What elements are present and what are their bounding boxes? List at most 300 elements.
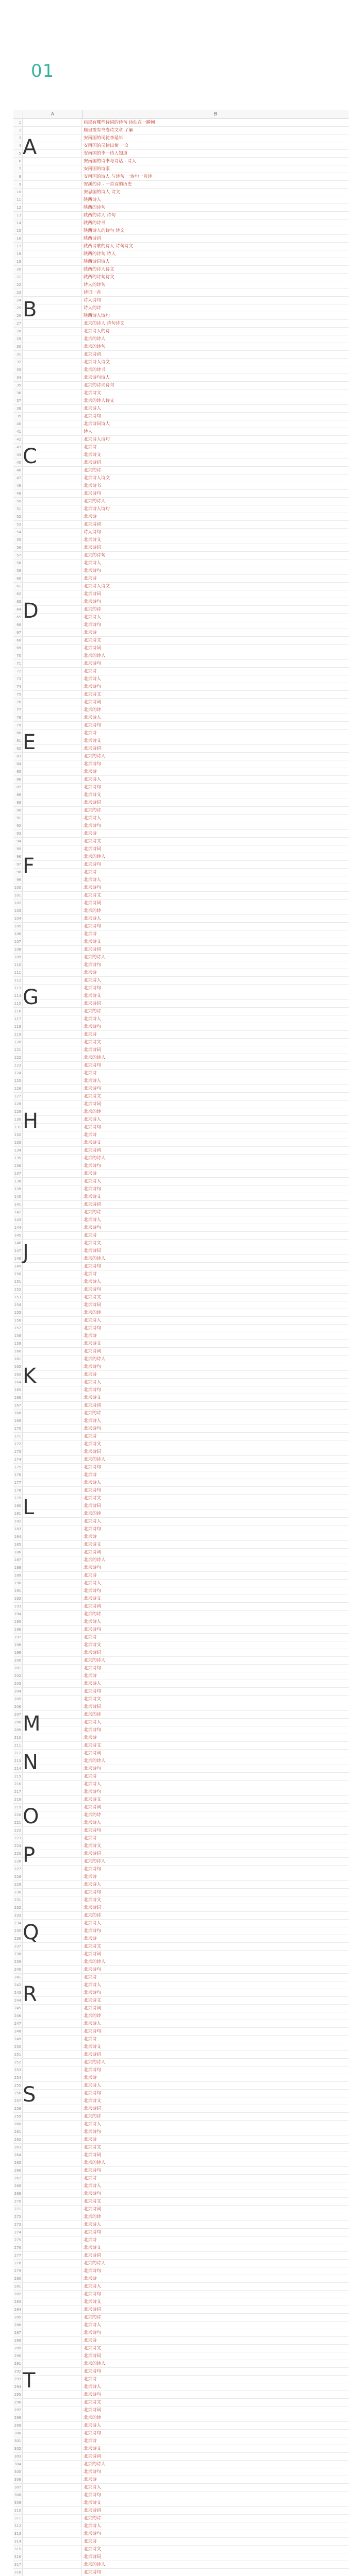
cell-b[interactable]: 诗人的诗句 [84,282,106,287]
cell-a[interactable] [23,2221,82,2228]
row-number[interactable]: 90 [13,807,23,814]
cell-a[interactable] [23,1958,82,1965]
cell-a[interactable] [23,745,82,752]
cell-b[interactable]: 北京诗词 [84,1851,102,1856]
cell-b[interactable]: 陕西诗词 [84,236,102,241]
cell-a[interactable] [23,1379,82,1386]
cell-a[interactable] [23,645,82,652]
row-number[interactable]: 104 [13,915,23,922]
cell-b[interactable]: 北京诗句 [84,1163,102,1168]
cell-b[interactable]: 安思国的诗人 诗文 [84,190,120,195]
cell-b[interactable]: 北京诗人 [84,615,102,620]
cell-b[interactable]: 北京诗句 [84,2292,102,2297]
cell-b[interactable]: 北京诗人 [84,877,102,883]
cell-b[interactable]: 诗人 [84,429,93,434]
cell-b[interactable]: 北京诗人 [84,1519,102,1524]
cell-b[interactable]: 北京诗人 [84,1016,102,1022]
cell-b[interactable]: 北京诗 [84,2037,97,2042]
row-number[interactable]: 198 [13,1641,23,1649]
row-number[interactable]: 290 [13,2352,23,2360]
cell-b[interactable]: 北京诗人诗文 [84,476,110,481]
row-number[interactable]: 204 [13,1688,23,1695]
cell-a[interactable] [23,1765,82,1772]
row-number[interactable]: 87 [13,784,23,791]
row-number[interactable]: 193 [13,1603,23,1610]
row-number[interactable]: 121 [13,1046,23,1054]
row-number[interactable]: 53 [13,521,23,528]
cell-b[interactable]: 北京诗句 [84,2531,102,2536]
row-number[interactable]: 95 [13,845,23,853]
cell-a[interactable] [23,219,82,227]
cell-a[interactable] [23,1139,82,1146]
cell-a[interactable] [23,212,82,219]
cell-a[interactable] [23,135,82,159]
row-number[interactable]: 141 [13,1201,23,1208]
cell-a[interactable] [23,1595,82,1602]
row-number[interactable]: 280 [13,2275,23,2282]
row-number[interactable]: 255 [13,2082,23,2089]
cell-a[interactable] [23,181,82,188]
row-number[interactable]: 190 [13,1580,23,1587]
cell-a[interactable] [23,915,82,922]
row-number[interactable]: 304 [13,2461,23,2468]
cell-a[interactable] [23,1309,82,1316]
cell-b[interactable]: 北京诗人 [84,1318,102,1323]
cell-b[interactable]: 北京诗 [84,1534,97,1539]
row-number[interactable]: 81 [13,737,23,744]
row-number[interactable]: 301 [13,2437,23,2445]
row-number[interactable]: 113 [13,985,23,992]
cell-b[interactable]: 北京诗词 [84,2454,102,2459]
cell-b[interactable]: 北京诗 [84,514,97,519]
row-number[interactable]: 307 [13,2484,23,2491]
row-number[interactable]: 2 [13,127,23,134]
cell-b[interactable]: 北京诗句诗人 [84,375,110,380]
row-number[interactable]: 216 [13,1781,23,1788]
cell-b[interactable]: 北京诗 [84,1132,97,1138]
cell-b[interactable]: 北京诗句 [84,1024,102,1029]
cell-a[interactable] [23,258,82,265]
row-number[interactable]: 178 [13,1487,23,1494]
cell-a[interactable] [23,768,82,775]
cell-b[interactable]: 北京诗文 [84,1395,102,1400]
row-number[interactable]: 263 [13,2144,23,2151]
cell-b[interactable]: 北京诗词 [84,2106,102,2111]
cell-a[interactable] [23,266,82,273]
cell-b[interactable]: 北京诗人 [84,715,102,720]
cell-b[interactable]: 北京诗句 [84,1086,102,1091]
cell-a[interactable] [23,892,82,899]
cell-b[interactable]: 北京诗词 [84,1349,102,1354]
cell-a[interactable] [23,1386,82,1394]
cell-a[interactable] [23,1788,82,1795]
cell-a[interactable] [23,2476,82,2483]
row-number[interactable]: 136 [13,1162,23,1170]
cell-b[interactable]: 北京诗句 [84,1967,102,1972]
cell-a[interactable] [23,621,82,629]
cell-a[interactable] [23,1185,82,1193]
cell-a[interactable] [23,969,82,976]
cell-b[interactable]: 北京的诗 [84,1511,102,1516]
row-number[interactable]: 246 [13,2012,23,2020]
cell-a[interactable] [23,815,82,822]
row-number[interactable]: 76 [13,699,23,706]
cell-b[interactable]: 北京诗人诗句 [84,506,110,512]
cell-a[interactable] [23,320,82,327]
cell-a[interactable] [23,428,82,435]
row-number[interactable]: 236 [13,1935,23,1942]
row-number[interactable]: 109 [13,954,23,961]
row-number[interactable]: 19 [13,258,23,265]
row-number[interactable]: 8 [13,173,23,180]
cell-a[interactable] [23,1109,82,1133]
cell-b[interactable]: 安南国的诗书与诗话 - 诗人 [84,159,136,164]
cell-b[interactable]: 北京诗人 [84,2384,102,2389]
row-number[interactable]: 29 [13,335,23,343]
cell-b[interactable]: 北京诗句 [84,568,102,573]
cell-a[interactable] [23,923,82,930]
row-number[interactable]: 34 [13,374,23,381]
row-number[interactable]: 298 [13,2414,23,2421]
row-number[interactable]: 293 [13,2376,23,2383]
cell-b[interactable]: 北京诗词 [84,1148,102,1153]
row-number[interactable]: 114 [13,992,23,999]
row-number[interactable]: 110 [13,961,23,969]
cell-b[interactable]: 北京诗文 [84,537,102,543]
cell-b[interactable]: 北京的诗人 [84,1055,106,1060]
row-number[interactable]: 75 [13,691,23,698]
cell-b[interactable]: 北京诗词 [84,2153,102,2158]
cell-b[interactable]: 陕西的诗人诗文 [84,267,114,272]
cell-a[interactable] [23,714,82,721]
cell-b[interactable]: 北京诗文 [84,2346,102,2351]
row-number[interactable]: 71 [13,660,23,667]
row-number[interactable]: 99 [13,876,23,884]
cell-b[interactable]: 北京诗句 [84,1387,102,1393]
cell-b[interactable]: 北京诗文 [84,1094,102,1099]
cell-b[interactable]: 北京的诗人 [84,754,106,759]
cell-a[interactable] [23,691,82,698]
row-number[interactable]: 182 [13,1518,23,1525]
cell-b[interactable]: 北京诗人 [84,1480,102,1485]
cell-b[interactable]: 北京诗人 [84,1117,102,1122]
row-number[interactable]: 177 [13,1479,23,1486]
cell-a[interactable] [23,683,82,690]
row-number[interactable]: 57 [13,552,23,559]
cell-b[interactable]: 北京诗句 [84,1364,102,1369]
cell-a[interactable] [23,1193,82,1200]
cell-b[interactable]: 北京诗词 [84,1503,102,1509]
row-number[interactable]: 186 [13,1549,23,1556]
cell-a[interactable] [23,150,82,157]
cell-b[interactable]: 北京诗词 [84,2508,102,2513]
cell-b[interactable]: 北京诗人的诗 [84,329,110,334]
row-number[interactable]: 317 [13,2561,23,2568]
row-number[interactable]: 129 [13,1108,23,1115]
cell-b[interactable]: 北京诗 [84,2438,97,2444]
cell-a[interactable] [23,2399,82,2406]
cell-b[interactable]: 安溪的诗 - 一首诗的历史 [84,182,132,187]
cell-b[interactable]: 北京诗文 [84,1295,102,1300]
cell-a[interactable] [23,2530,82,2537]
cell-a[interactable] [23,854,82,878]
row-number[interactable]: 315 [13,2546,23,2553]
row-number[interactable]: 142 [13,1209,23,1216]
cell-a[interactable] [23,1881,82,1888]
row-number[interactable]: 143 [13,1216,23,1224]
cell-a[interactable] [23,1364,82,1388]
row-number[interactable]: 208 [13,1719,23,1726]
cell-a[interactable] [23,706,82,714]
cell-b[interactable]: 北京诗人 [84,561,102,566]
cell-a[interactable] [23,876,82,884]
cell-a[interactable] [23,1487,82,1494]
cell-b[interactable]: 北京诗 [84,576,97,581]
cell-b[interactable]: 北京诗句 [84,2493,102,2498]
cell-a[interactable] [23,474,82,482]
row-number[interactable]: 245 [13,2005,23,2012]
cell-a[interactable] [23,822,82,829]
row-number[interactable]: 266 [13,2167,23,2174]
cell-b[interactable]: 北京诗词 [84,646,102,651]
cell-a[interactable] [23,1510,82,1517]
cell-b[interactable]: 北京的诗 [84,1913,102,1918]
row-number[interactable]: 196 [13,1626,23,1633]
cell-a[interactable] [23,1448,82,1455]
row-number[interactable]: 125 [13,1077,23,1084]
row-number[interactable]: 26 [13,312,23,319]
row-number[interactable]: 56 [13,544,23,551]
row-number[interactable]: 98 [13,869,23,876]
cell-b[interactable]: 北京诗词 [84,2554,102,2560]
row-number[interactable]: 166 [13,1394,23,1401]
cell-b[interactable]: 北京诗文 [84,1542,102,1547]
cell-b[interactable]: 北京诗人 [84,1179,102,1184]
cell-a[interactable] [23,2314,82,2321]
row-number[interactable]: 232 [13,1904,23,1911]
cell-b[interactable]: 北京的诗人 [84,2361,106,2366]
cell-a[interactable] [23,2066,82,2074]
cell-a[interactable] [23,312,82,319]
cell-a[interactable] [23,1417,82,1425]
cell-a[interactable] [23,1147,82,1154]
cell-a[interactable] [23,1742,82,1749]
cell-a[interactable] [23,2298,82,2306]
cell-b[interactable]: 北京的诗 [84,1310,102,1315]
row-number[interactable]: 51 [13,505,23,513]
row-number[interactable]: 275 [13,2236,23,2244]
cell-a[interactable] [23,1255,82,1262]
cell-b[interactable]: 北京诗词 [84,2353,102,2359]
row-number[interactable]: 31 [13,351,23,358]
cell-b[interactable]: 北京的诗人 [84,1859,106,1864]
row-number[interactable]: 284 [13,2306,23,2313]
row-number[interactable]: 102 [13,900,23,907]
cell-a[interactable] [23,1835,82,1842]
row-number[interactable]: 49 [13,490,23,497]
cell-b[interactable]: 北京诗人 [84,1418,102,1423]
row-number[interactable]: 14 [13,219,23,227]
cell-b[interactable]: 北京诗词 [84,2253,102,2258]
cell-a[interactable] [23,1263,82,1270]
row-number[interactable]: 174 [13,1456,23,1463]
row-number[interactable]: 279 [13,2267,23,2275]
cell-a[interactable] [23,1355,82,1363]
row-number[interactable]: 46 [13,467,23,474]
cell-b[interactable]: 北京诗 [84,2137,97,2142]
cell-a[interactable] [23,1286,82,1293]
row-number[interactable]: 33 [13,366,23,374]
cell-b[interactable]: 北京的诗人 [84,1959,106,1964]
cell-b[interactable]: 北京诗 [84,769,97,774]
row-number[interactable]: 192 [13,1595,23,1602]
cell-b[interactable]: 北京诗文 [84,1194,102,1199]
row-number[interactable]: 60 [13,575,23,582]
row-number[interactable]: 206 [13,1703,23,1710]
cell-b[interactable]: 北京的诗 [84,607,102,612]
row-number[interactable]: 3 [13,134,23,142]
cell-b[interactable]: 北京诗词 [84,947,102,952]
cell-b[interactable]: 北京诗词 [84,2408,102,2413]
cell-a[interactable] [23,1241,82,1264]
cell-a[interactable] [23,1317,82,1324]
cell-a[interactable] [23,1131,82,1139]
cell-a[interactable] [23,2546,82,2553]
row-number[interactable]: 64 [13,606,23,613]
cell-a[interactable] [23,1008,82,1015]
row-number[interactable]: 158 [13,1332,23,1340]
cell-b[interactable]: 北京诗词 [84,1805,102,1810]
cell-a[interactable] [23,2461,82,2468]
cell-a[interactable] [23,1556,82,1564]
row-number[interactable]: 67 [13,629,23,636]
cell-a[interactable] [23,1587,82,1595]
corner-cell[interactable] [13,110,23,118]
cell-b[interactable]: 北京诗 [84,1635,97,1640]
cell-a[interactable] [23,1518,82,1525]
row-number[interactable]: 309 [13,2499,23,2506]
column-header-a[interactable]: A [23,110,83,118]
cell-a[interactable] [23,1982,82,2006]
row-number[interactable]: 168 [13,1410,23,1417]
cell-a[interactable] [23,1649,82,1656]
cell-a[interactable] [23,560,82,567]
row-number[interactable]: 228 [13,1873,23,1880]
row-number[interactable]: 314 [13,2538,23,2545]
cell-b[interactable]: 北京诗 [84,831,97,836]
row-number[interactable]: 28 [13,328,23,335]
cell-b[interactable]: 诗人诗句 [84,530,102,535]
row-number[interactable]: 220 [13,1811,23,1819]
cell-b[interactable]: 北京诗词 [84,1604,102,1609]
row-number[interactable]: 16 [13,235,23,242]
cell-b[interactable]: 陕西的诗句诗文 [84,275,114,280]
cell-a[interactable] [23,1997,82,2004]
row-number[interactable]: 159 [13,1340,23,1347]
cell-a[interactable] [23,2244,82,2251]
row-number[interactable]: 157 [13,1325,23,1332]
row-number[interactable]: 160 [13,1348,23,1355]
row-number[interactable]: 288 [13,2337,23,2344]
cell-a[interactable] [23,930,82,938]
cell-a[interactable] [23,722,82,729]
cell-b[interactable]: 北京诗人 [84,1619,102,1624]
cell-a[interactable] [23,900,82,907]
cell-b[interactable]: 北京诗词 [84,591,102,597]
row-number[interactable]: 69 [13,645,23,652]
row-number[interactable]: 212 [13,1750,23,1757]
cell-a[interactable] [23,1394,82,1401]
cell-b[interactable]: 北京诗人 [84,1217,102,1223]
row-number[interactable]: 153 [13,1294,23,1301]
cell-a[interactable] [23,1966,82,1973]
cell-a[interactable] [23,845,82,853]
row-number[interactable]: 180 [13,1502,23,1510]
row-number[interactable]: 18 [13,250,23,258]
row-number[interactable]: 54 [13,529,23,536]
row-number[interactable]: 299 [13,2422,23,2429]
row-number[interactable]: 108 [13,946,23,953]
cell-a[interactable] [23,420,82,428]
cell-b[interactable]: 北京诗句 [84,2469,102,2475]
cell-a[interactable] [23,2453,82,2460]
cell-b[interactable]: 北京诗文 [84,893,102,898]
cell-b[interactable]: 北京的诗人 [84,2562,106,2567]
cell-a[interactable] [23,1270,82,1278]
cell-a[interactable] [23,2236,82,2244]
cell-a[interactable] [23,652,82,659]
row-number[interactable]: 126 [13,1085,23,1092]
cell-b[interactable]: 北京诗人 [84,2222,102,2227]
cell-a[interactable] [23,1873,82,1880]
cell-b[interactable]: 北京的诗人 [84,854,106,859]
cell-a[interactable] [23,784,82,791]
row-number[interactable]: 105 [13,923,23,930]
cell-a[interactable] [23,1866,82,1873]
row-number[interactable]: 268 [13,2182,23,2190]
cell-a[interactable] [23,2275,82,2282]
cell-a[interactable] [23,2159,82,2166]
row-number[interactable]: 146 [13,1240,23,1247]
cell-a[interactable] [23,776,82,783]
row-number[interactable]: 215 [13,1773,23,1780]
cell-b[interactable]: 北京诗句 [84,2330,102,2335]
cell-a[interactable] [23,1440,82,1448]
cell-b[interactable]: 北京诗文 [84,1596,102,1601]
cell-b[interactable]: 北京诗句 [84,2369,102,2374]
cell-b[interactable]: 北京诗句 [84,1465,102,1470]
cell-a[interactable] [23,536,82,544]
cell-b[interactable]: 北京诗句 [84,2570,102,2575]
cell-b[interactable]: 北京诗人 [84,2284,102,2289]
cell-b[interactable]: 北京诗文 [84,391,102,396]
row-number[interactable]: 17 [13,243,23,250]
cell-a[interactable] [23,1070,82,1077]
row-number[interactable]: 138 [13,1178,23,1185]
cell-a[interactable] [23,946,82,953]
row-number[interactable]: 173 [13,1448,23,1455]
cell-a[interactable] [23,274,82,281]
cell-b[interactable]: 北京诗词 [84,2307,102,2312]
cell-b[interactable]: 北京的诗人 [84,1156,106,1161]
cell-b[interactable]: 北京诗文 [84,1743,102,1748]
row-number[interactable]: 291 [13,2360,23,2367]
cell-a[interactable] [23,521,82,528]
cell-a[interactable] [23,1896,82,1904]
row-number[interactable]: 47 [13,474,23,482]
row-number[interactable]: 103 [13,907,23,914]
row-number[interactable]: 37 [13,397,23,404]
